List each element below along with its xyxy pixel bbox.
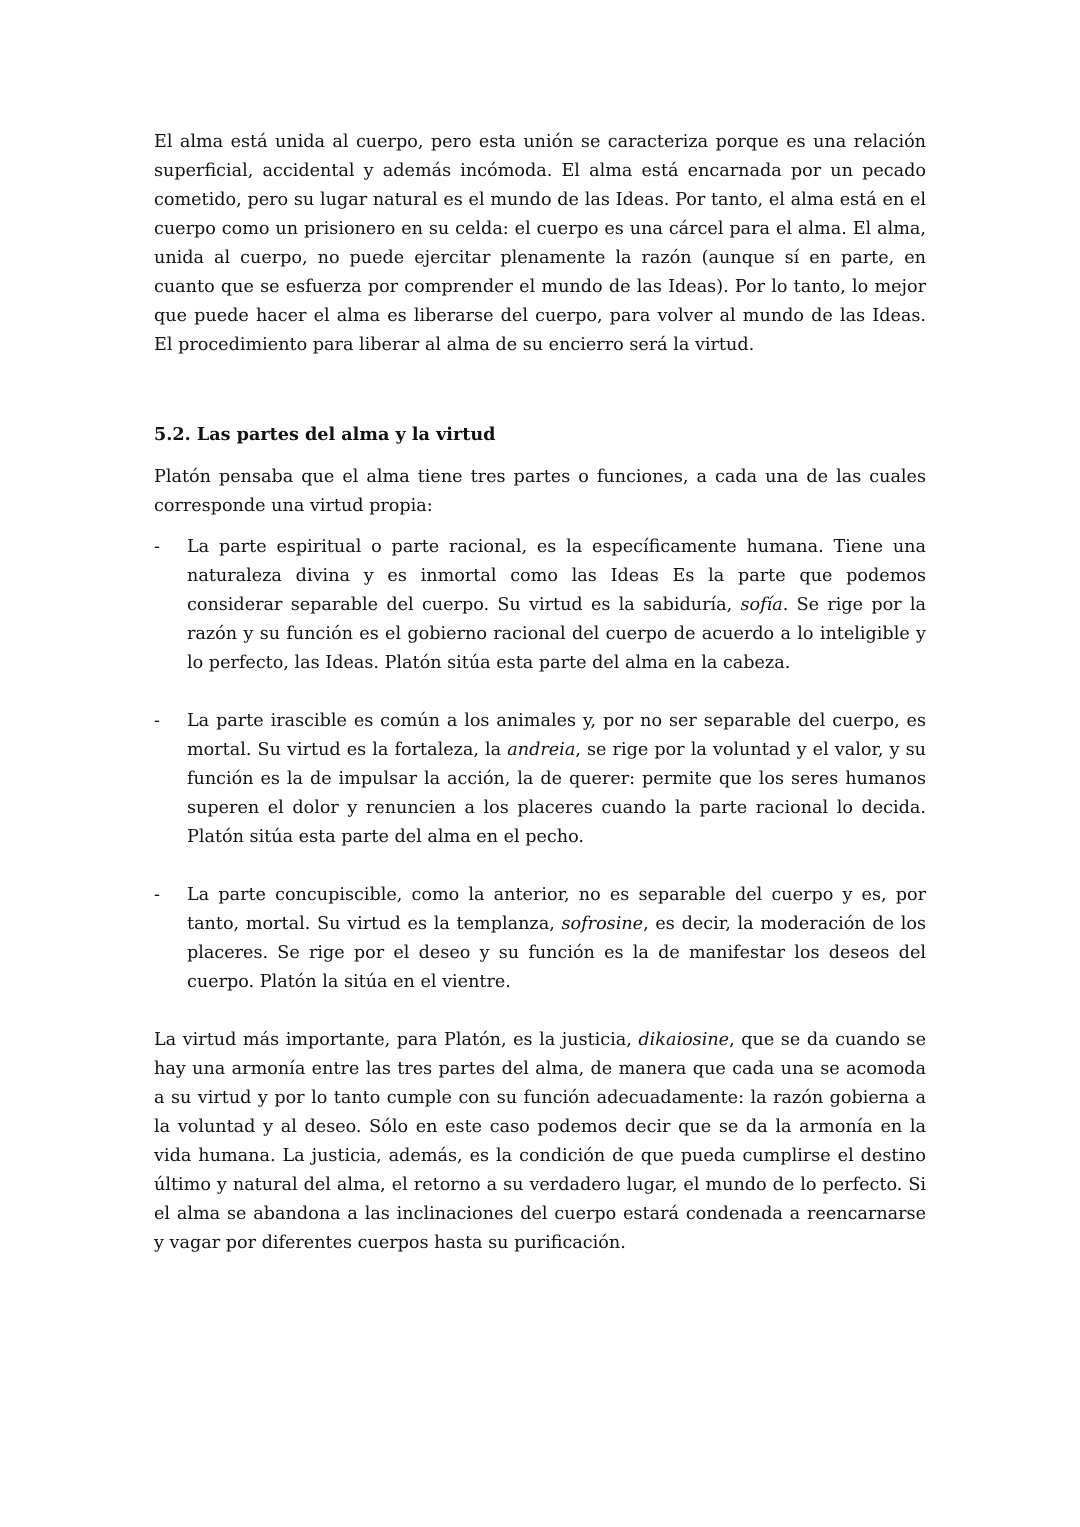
list-bullet: - — [154, 711, 160, 731]
list-item-concupiscible — [154, 881, 926, 997]
justice-term-dikaiosine: dikaiosine — [638, 1030, 730, 1050]
intro-paragraph: Platón pensaba que el alma tiene tres partes o funciones, a cada una de las cuales corresponde una virtud propia: — [154, 467, 926, 516]
item-term-sofia: sofía — [740, 595, 783, 615]
item-text-after: . Se rige por la razón y su función es el gobierno racional del cuerpo de acuerdo a lo inteligible y lo perfecto, las Ideas. Platón sitúa esta parte del alma en la cabeza. — [187, 595, 926, 673]
item-text-before: La parte irascible es común a los animales y, por no ser separable del cuerpo, es mortal. Su virtud es la fortaleza, la — [187, 711, 926, 760]
justice-text-before: La virtud más importante, para Platón, es la justicia, — [154, 1030, 639, 1050]
list-bullet: - — [154, 885, 160, 905]
item-text-before: La parte espiritual o parte racional, es la específicamente humana. Tiene una naturaleza divina y es inmortal como las Ideas Es la parte que podemos considerar separable del cuerpo. Su virtud es la sabiduría, — [187, 537, 926, 615]
document-page — [154, 128, 926, 1258]
item-text-after: , se rige por la voluntad y el valor, y su función es la de impulsar la acción, la de querer: permite que los seres humanos superen el dolor y renuncien a los placeres cuando la parte racional lo decida. Platón sitúa esta parte del alma en el pecho. — [187, 740, 926, 847]
item-term-sofrosine: sofrosine — [561, 914, 644, 934]
list-item-rational — [154, 533, 926, 678]
soul-parts-list — [154, 533, 926, 997]
paragraph-soul-body: El alma está unida al cuerpo, pero esta unión se caracteriza porque es una relación superficial, accidental y además incómoda. El alma está encarnada por un pecado cometido, pero su lugar natural es el mundo de las Ideas. Por tanto, el alma está en el cuerpo como un prisionero en su celda: el cuerpo es una cárcel para el alma. El alma, unida al cuerpo, no puede ejercitar plenamente la razón (aunque sí en parte, en cuanto que se esfuerza por comprender el mundo de las Ideas). Por lo tanto, lo mejor que puede hacer el alma es liberarse del cuerpo, para volver al mundo de las Ideas. El procedimiento para liberar al alma de su encierro será la virtud. — [154, 132, 926, 355]
section-heading: 5.2. Las partes del alma y la virtud — [154, 424, 496, 445]
item-term-andreia: andreia — [507, 740, 576, 760]
paragraph-justice — [154, 1026, 926, 1258]
item-text-after: , es decir, la moderación de los placeres. Se rige por el deseo y su función es la de manifestar los deseos del cuerpo. Platón la sitúa en el vientre. — [187, 914, 926, 992]
justice-text-after: , que se da cuando se hay una armonía entre las tres partes del alma, de manera que cada una se acomoda a su virtud y por lo tanto cumple con su función adecuadamente: la razón gobierna a la voluntad y al deseo. Sólo en este caso podemos decir que se da la armonía en la vida humana. La justicia, además, es la condición de que pueda cumplirse el destino último y natural del alma, el retorno a su verdadero lugar, el mundo de lo perfecto. Si el alma se abandona a las inclinaciones del cuerpo estará condenada a reencarnarse y vagar por diferentes cuerpos hasta su purificación. — [154, 1030, 926, 1253]
item-text-before: La parte concupiscible, como la anterior, no es separable del cuerpo y es, por tanto, mortal. Su virtud es la templanza, — [187, 885, 926, 934]
list-bullet: - — [154, 537, 160, 557]
list-item-irascible — [154, 707, 926, 852]
